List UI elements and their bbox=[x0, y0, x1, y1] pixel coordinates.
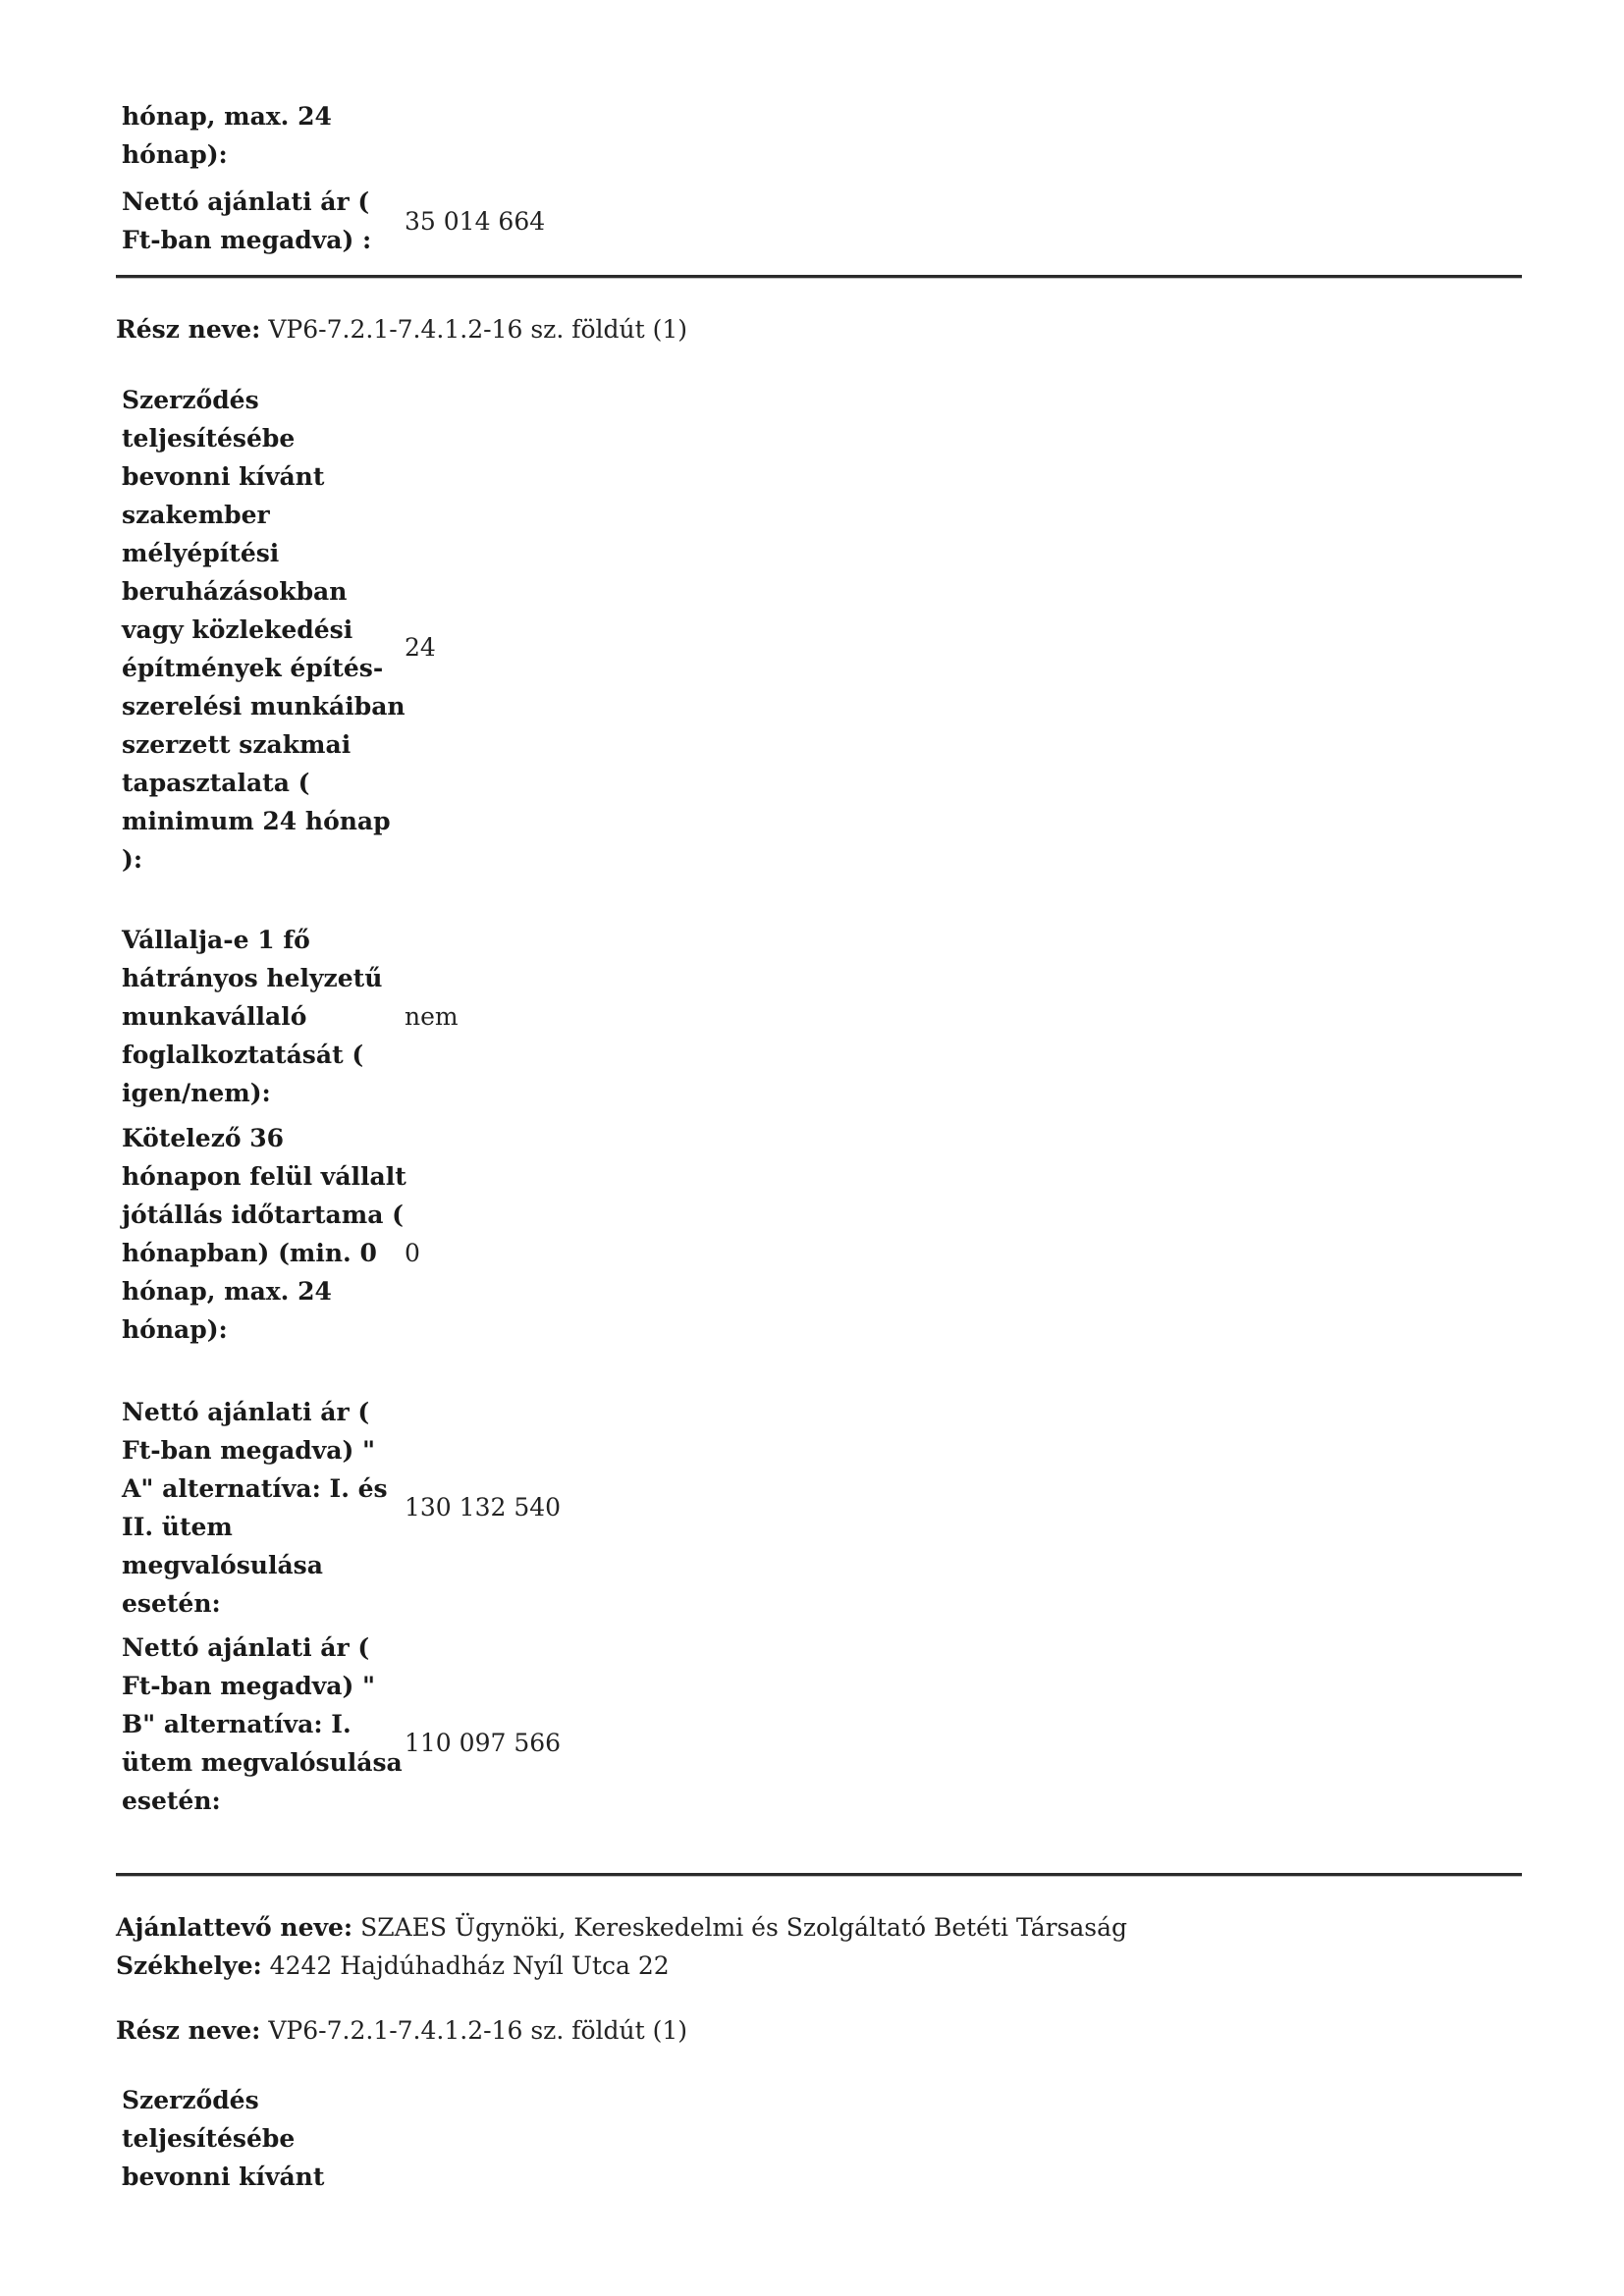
net-price-label: Nettó ajánlati ár ( Ft-ban megadva) : bbox=[122, 187, 372, 254]
net-price-value: 35 014 664 bbox=[405, 207, 546, 236]
part-name-value: VP6-7.2.1-7.4.1.2-16 sz. földút (1) bbox=[268, 315, 688, 344]
bidder-name-value: SZAES Ügynöki, Kereskedelmi és Szolgáltató Betéti Társaság bbox=[360, 1913, 1128, 1942]
warranty-value: 0 bbox=[405, 1239, 420, 1267]
part-name-value: VP6-7.2.1-7.4.1.2-16 sz. földút (1) bbox=[268, 2016, 688, 2045]
part-name-label: Rész neve: bbox=[116, 315, 261, 344]
bidder-seat-value: 4242 Hajdúhadház Nyíl Utca 22 bbox=[269, 1951, 670, 1980]
net-price-a-label: Nettó ajánlati ár ( Ft-ban megadva) " A" alternatíva: I. és II. ütem megvalósulása esetén: bbox=[122, 1398, 388, 1618]
warranty-label-continued: hónap, max. 24 hónap): bbox=[122, 102, 332, 169]
bidder-seat-line bbox=[116, 1947, 670, 1985]
section-divider bbox=[116, 1873, 1522, 1877]
net-price-a-value: 130 132 540 bbox=[405, 1493, 562, 1522]
part-name-label: Rész neve: bbox=[116, 2016, 261, 2045]
net-price-b-label: Nettó ajánlati ár ( Ft-ban megadva) " B" alternatíva: I. ütem megvalósulása esetén: bbox=[122, 1633, 403, 1815]
net-price-b-value: 110 097 566 bbox=[405, 1729, 562, 1757]
disadvantaged-worker-value: nem bbox=[405, 1002, 459, 1031]
bidder-seat-label: Székhelye: bbox=[116, 1951, 262, 1980]
part-name-line bbox=[116, 310, 687, 348]
expert-experience-label: Szerződés teljesítésébe bevonni kívánt szakember mélyépítési beruházásokban vagy közlekedési építmények építés-szerelési munkáiban szerzett szakmai tapasztalata ( minimum 24 hónap ): bbox=[122, 386, 406, 874]
expert-experience-label: Szerződés teljesítésébe bevonni kívánt bbox=[122, 2086, 325, 2191]
part-name-line bbox=[116, 2011, 687, 2050]
disadvantaged-worker-label: Vállalja-e 1 fő hátrányos helyzetű munkavállaló foglalkoztatását ( igen/nem): bbox=[122, 926, 383, 1107]
bidder-name-label: Ajánlattevő neve: bbox=[116, 1913, 353, 1942]
section-divider bbox=[116, 275, 1522, 279]
warranty-label: Kötelező 36 hónapon felül vállalt jótállás időtartama ( hónapban) (min. 0 hónap, max. 24 hónap): bbox=[122, 1124, 406, 1344]
expert-experience-value: 24 bbox=[405, 633, 436, 662]
bidder-name-line bbox=[116, 1908, 1127, 1947]
